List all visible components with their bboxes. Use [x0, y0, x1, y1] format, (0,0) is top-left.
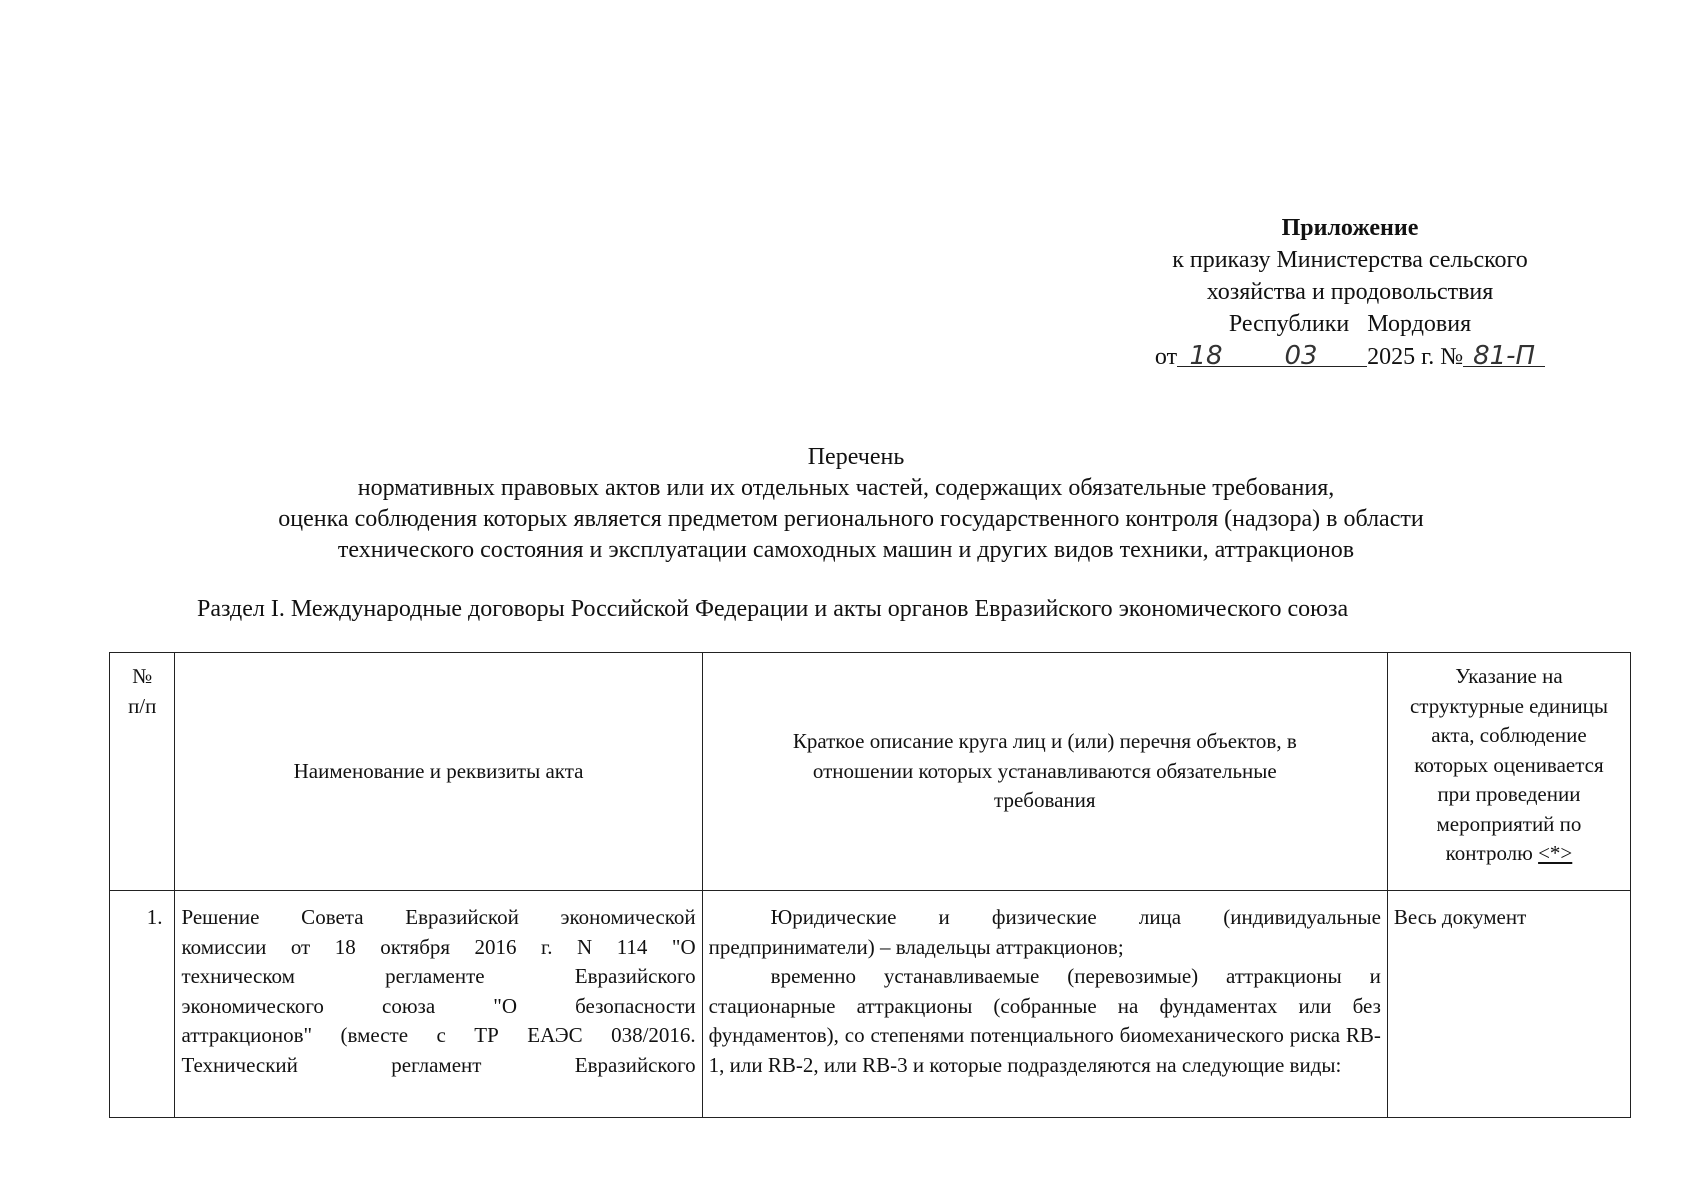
header-ref-line-4: которых оценивается — [1414, 752, 1604, 777]
handwritten-month: 03 — [1284, 341, 1318, 371]
table-header-row — [110, 653, 1631, 891]
header-desc-line-1: Краткое описание круга лиц и (или) перечня объектов, в — [792, 729, 1297, 754]
act-name-line: Решение Совета Евразийской экономической — [181, 905, 696, 929]
order-date-line — [1155, 340, 1545, 373]
header-ref-line-7 — [1388, 839, 1630, 869]
appendix-line-3: Республики Мордовия — [1228, 311, 1472, 337]
header-num-line-2: п/п — [128, 693, 157, 718]
header-num — [110, 653, 175, 891]
header-reference — [1387, 653, 1630, 891]
appendix-line-2: хозяйства и продовольствия — [1206, 279, 1494, 305]
header-ref-line-2: структурные единицы — [1409, 693, 1608, 718]
month-field — [1235, 340, 1367, 371]
header-ref-line-1: Указание на — [1455, 664, 1563, 688]
heading-line-3: оценка соблюдения которых является предметом регионального государственного контроля (надзора) в области — [278, 506, 1424, 532]
handwritten-number: 81-П — [1473, 341, 1536, 371]
heading-line-2: нормативных правовых актов или их отдельных частей, содержащих обязательные требования, — [357, 475, 1335, 501]
act-name-line: аттракционов" (вместе с ТР ЕАЭС 038/2016. — [181, 1023, 696, 1047]
act-name-line: техническом регламенте Евразийского — [181, 964, 696, 988]
row-act-name — [175, 891, 702, 1118]
header-ref-line-7-text: контролю — [1445, 841, 1533, 865]
acts-table — [109, 652, 1631, 1118]
header-desc-line-3: требования — [994, 788, 1096, 813]
act-name-line: экономического союза "О безопасности — [181, 993, 696, 1018]
heading-title: Перечень — [807, 444, 905, 470]
heading-line-4: технического состояния и эксплуатации самоходных машин и других видов техники, аттракционов — [337, 537, 1355, 563]
act-name-line: Технический регламент Евразийского — [181, 1052, 696, 1077]
appendix-block — [1100, 212, 1600, 373]
header-desc-line-2: отношении которых устанавливаются обязательные — [812, 758, 1277, 783]
header-name: Наименование и реквизиты акта — [175, 653, 702, 891]
section-title: Раздел I. Международные договоры Российской Федерации и акты органов Евразийского экономического союза — [197, 596, 1349, 622]
appendix-title: Приложение — [1281, 215, 1419, 241]
header-num-line-1: № — [132, 664, 153, 688]
appendix-line-1: к приказу Министерства сельского — [1172, 247, 1528, 273]
header-description — [702, 653, 1387, 891]
description-paragraph-1: Юридические и физические лица (индивидуальные предприниматели) – владельцы аттракционов; — [708, 905, 1381, 959]
document-heading — [0, 442, 1692, 566]
row-description — [702, 891, 1387, 1118]
footnote-link[interactable]: <*> — [1538, 841, 1573, 865]
header-ref-line-5: при проведении — [1437, 782, 1581, 806]
table-row — [110, 891, 1631, 1118]
day-field — [1177, 340, 1235, 371]
number-field — [1463, 340, 1545, 371]
handwritten-day: 18 — [1189, 341, 1223, 371]
header-ref-line-6: мероприятий по — [1436, 811, 1582, 836]
description-paragraph-2: временно устанавливаемые (перевозимые) аттракционы и стационарные аттракционы (собранные на фундаментах или без фундаментов), со степенями потенциального биомеханического риска RB-1, или RB-2, или RB-3 и которые подразделяются на следующие виды: — [708, 964, 1381, 1077]
year-text: 2025 г. № — [1367, 344, 1464, 370]
row-num: 1. — [110, 891, 175, 1118]
row-reference: Весь документ — [1387, 891, 1630, 1118]
act-name-line: комиссии от 18 октября 2016 г. N 114 "О — [181, 934, 696, 959]
date-prefix: от — [1154, 344, 1178, 370]
header-ref-line-3: акта, соблюдение — [1431, 723, 1587, 747]
